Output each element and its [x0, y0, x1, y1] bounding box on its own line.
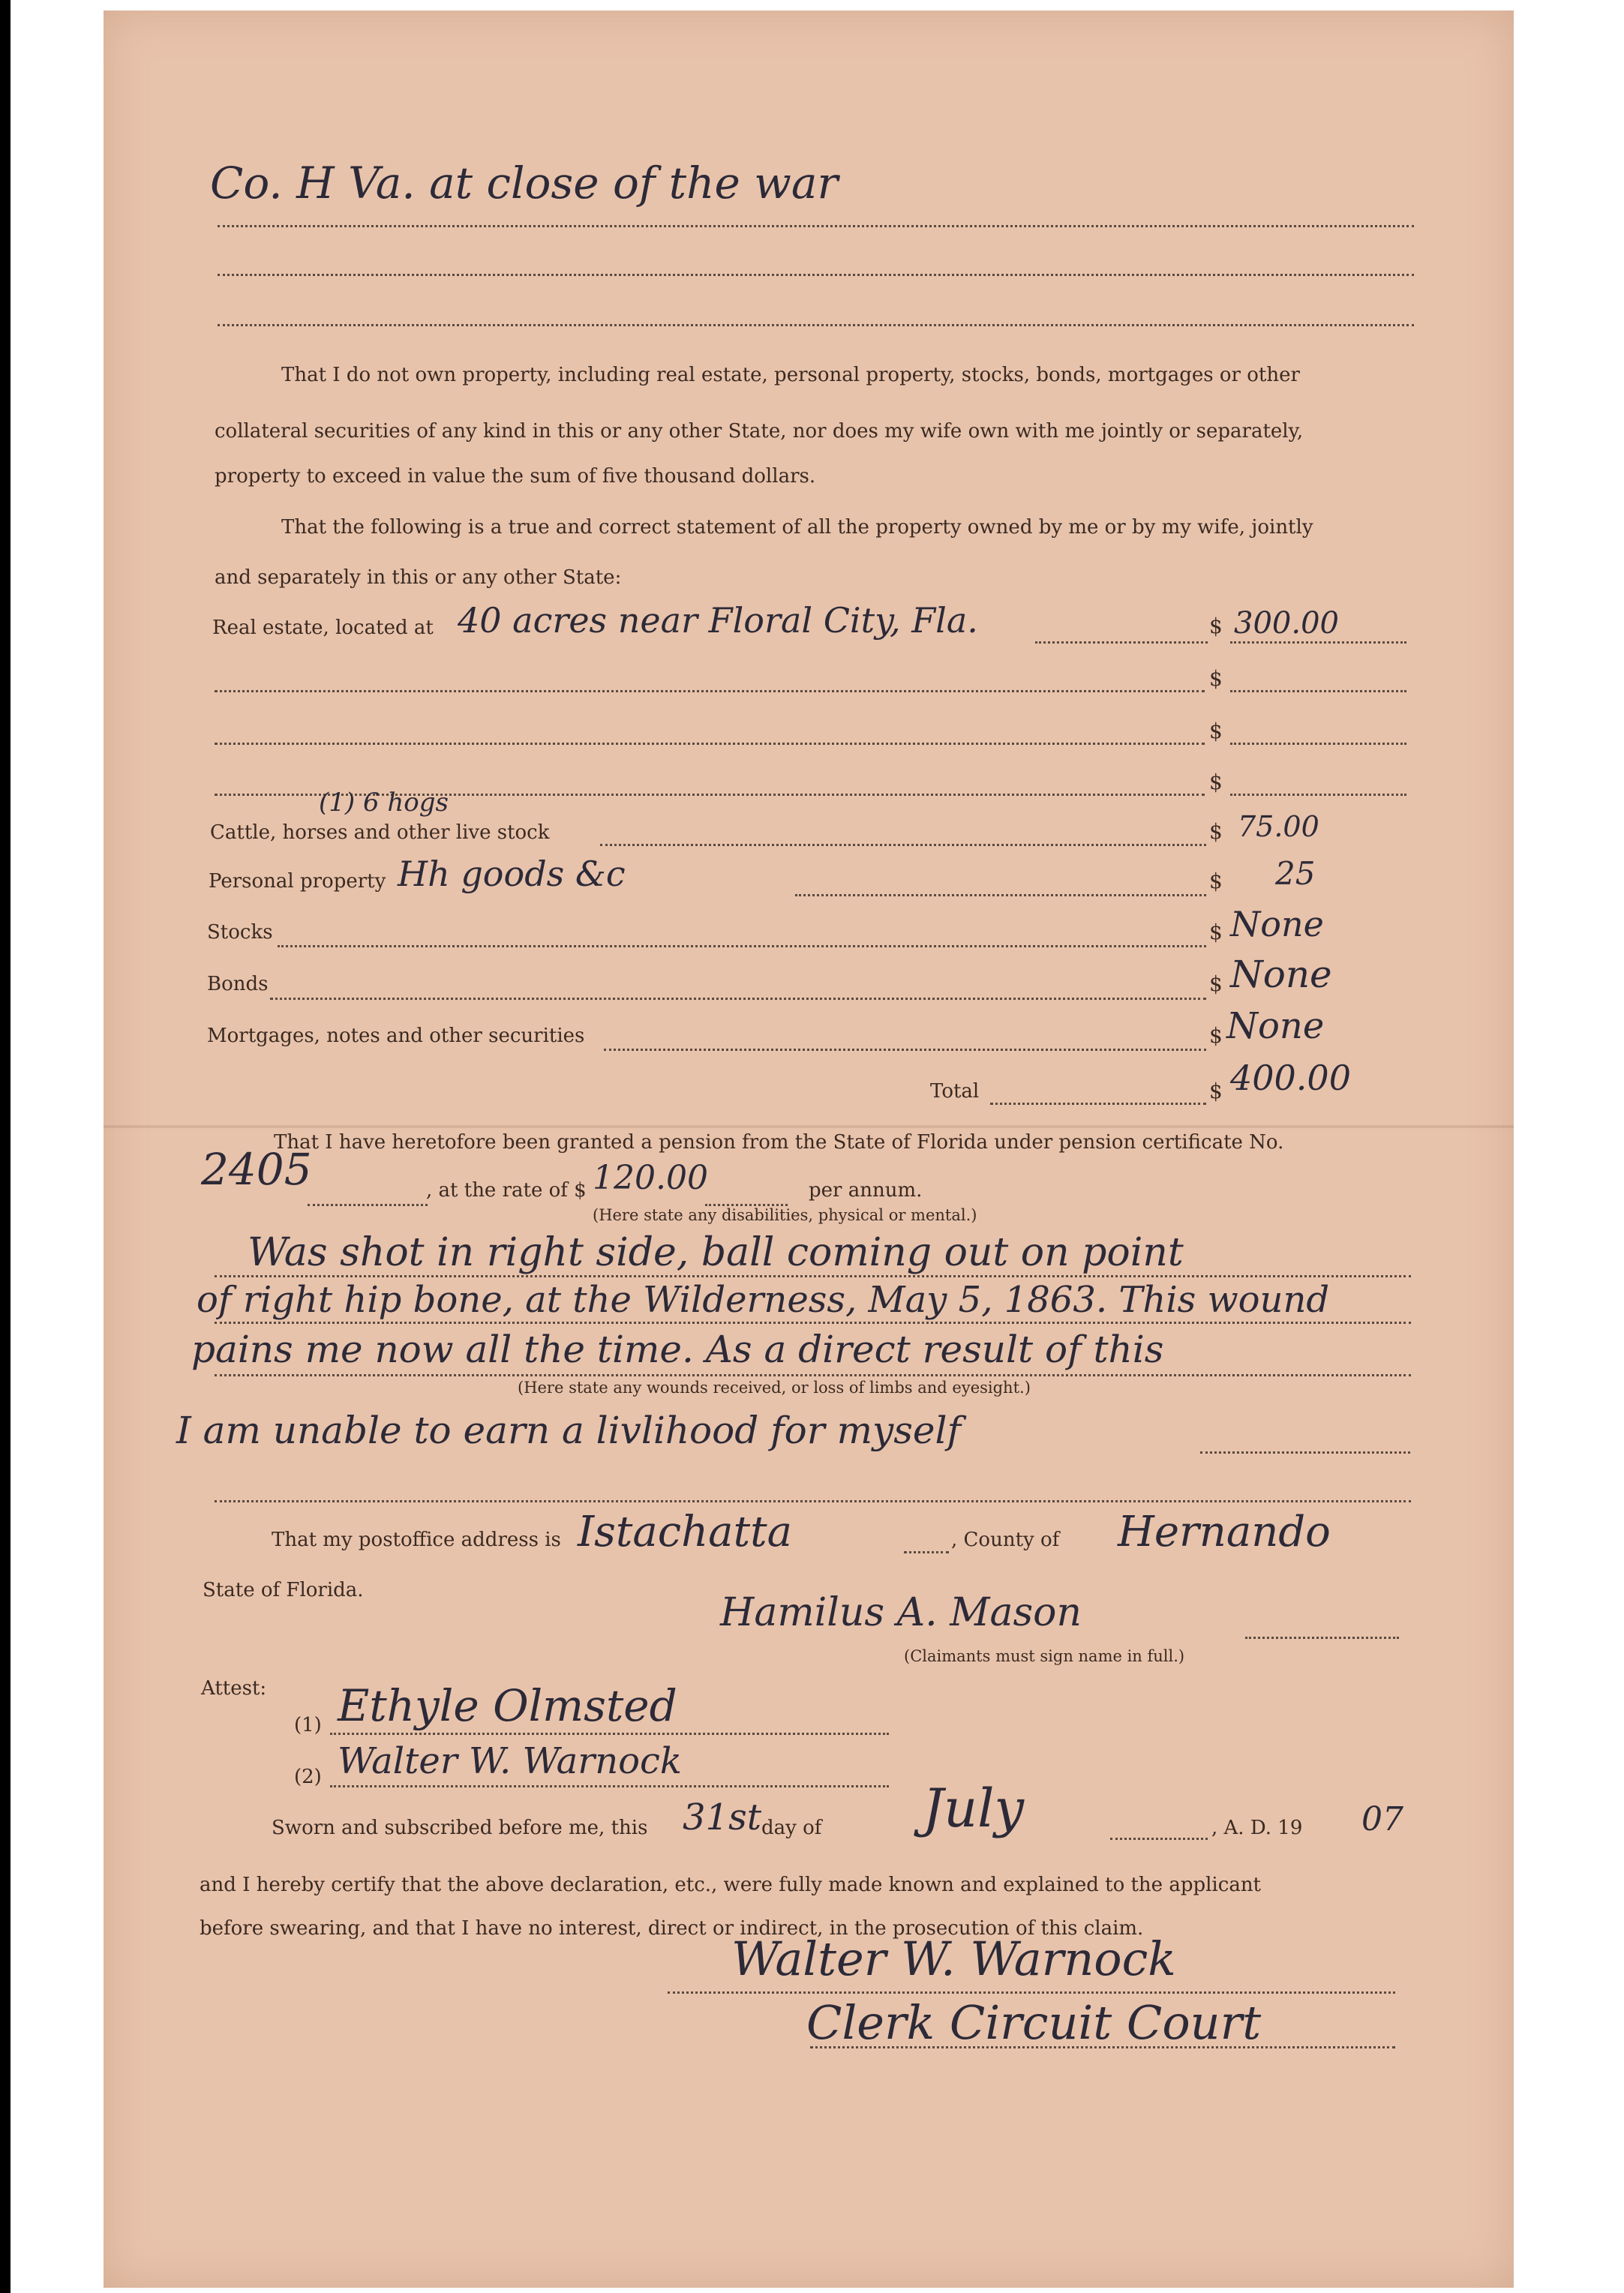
mortgages-label: Mortgages, notes and other securities [207, 1025, 585, 1047]
postoffice-label: That my postoffice address is [272, 1529, 561, 1551]
personal-property-label: Personal property [209, 870, 386, 893]
sworn-day-handwriting: 31st [683, 1796, 761, 1838]
scan-border [0, 0, 11, 2293]
dotted-line [990, 1103, 1206, 1105]
livestock-label: Cattle, horses and other live stock [210, 821, 550, 844]
fold-line [104, 1125, 1514, 1128]
para2-line2: and separately in this or any other State: [215, 566, 622, 589]
attest-label: Attest: [201, 1677, 267, 1700]
dotted-line [904, 1551, 949, 1553]
attest1-signature-handwriting: Ethyle Olmsted [338, 1680, 677, 1731]
stocks-value-handwriting: None [1230, 904, 1324, 944]
state-label: State of Florida. [203, 1579, 364, 1601]
signature-caption: (Claimants must sign name in full.) [904, 1647, 1185, 1665]
dotted-line [278, 945, 1206, 947]
dollar-sign: $ [1209, 920, 1223, 944]
wounds-caption: (Here state any wounds received, or loss of limbs and eyesight.) [518, 1379, 1031, 1397]
dotted-line [215, 690, 1205, 692]
dotted-line [218, 324, 1414, 326]
dotted-line [795, 894, 1206, 896]
rate-handwriting: 120.00 [593, 1159, 708, 1197]
dotted-line [1230, 743, 1406, 745]
dotted-line [668, 1991, 1395, 1994]
disability-line3-handwriting: pains me now all the time. As a direct result of this [191, 1328, 1164, 1371]
bonds-label: Bonds [207, 973, 269, 995]
para1-line1: That I do not own property, including real estate, personal property, stocks, bonds, mortgages or other [281, 364, 1300, 386]
pension-line1: That I have heretofore been granted a pension from the State of Florida under pension certificate No. [274, 1131, 1284, 1154]
disability-line1-handwriting: Was shot in right side, ball coming out on point [248, 1230, 1184, 1275]
clerk-signature-handwriting: Walter W. Warnock [731, 1931, 1176, 1986]
dotted-line [600, 844, 1206, 846]
real-estate-label: Real estate, located at [212, 617, 434, 639]
service-line-handwriting: Co. H Va. at close of the war [210, 158, 839, 209]
real-estate-value-handwriting: 300.00 [1234, 606, 1339, 641]
dotted-line [218, 274, 1414, 276]
sworn-prefix: Sworn and subscribed before me, this [272, 1817, 648, 1839]
sworn-day-of: day of [761, 1817, 822, 1839]
dotted-line [215, 1500, 1411, 1502]
dollar-sign: $ [1209, 1079, 1223, 1103]
dotted-line [218, 225, 1414, 227]
clerk-title-handwriting: Clerk Circuit Court [806, 1995, 1262, 2050]
dollar-sign: $ [1209, 770, 1223, 794]
postoffice-handwriting: Istachatta [578, 1508, 792, 1556]
personal-property-value-handwriting: 25 [1275, 855, 1316, 892]
dotted-line [604, 1049, 1206, 1051]
dollar-sign: $ [1209, 869, 1223, 893]
rate-suffix: per annum. [809, 1179, 923, 1202]
bonds-value-handwriting: None [1230, 953, 1332, 996]
para1-line3: property to exceed in value the sum of five thousand dollars. [215, 465, 816, 488]
dotted-line [215, 743, 1205, 745]
certify-line1: and I hereby certify that the above declaration, etc., were fully made known and explained to the applicant [200, 1874, 1262, 1896]
real-estate-location-handwriting: 40 acres near Floral City, Fla. [458, 600, 978, 641]
disability-line4-handwriting: I am unable to earn a livlihood for myself [176, 1409, 961, 1452]
disabilities-caption: (Here state any disabilities, physical or mental.) [593, 1206, 977, 1224]
dollar-sign: $ [1209, 666, 1223, 691]
dotted-line [270, 998, 1206, 1000]
dotted-line [1200, 1451, 1410, 1454]
livestock-note-handwriting: (1) 6 hogs [319, 788, 449, 818]
total-label: Total [930, 1080, 980, 1103]
dotted-line [1230, 641, 1406, 644]
dotted-line [1245, 1637, 1399, 1639]
total-value-handwriting: 400.00 [1230, 1058, 1351, 1098]
rate-prefix: , at the rate of $ [426, 1179, 587, 1202]
dotted-line [215, 1275, 1411, 1277]
para2-line1: That the following is a true and correct statement of all the property owned by me or by my wife, jointly [281, 516, 1313, 539]
para1-line2: collateral securities of any kind in this or any other State, nor does my wife own with me jointly or separately, [215, 420, 1304, 443]
sworn-year-handwriting: 07 [1361, 1800, 1403, 1838]
mortgages-value-handwriting: None [1226, 1005, 1325, 1047]
dotted-line [1110, 1838, 1208, 1840]
dotted-line [308, 1204, 428, 1206]
dollar-sign: $ [1209, 614, 1223, 638]
attest1-number: (1) [294, 1714, 322, 1736]
livestock-value-handwriting: 75.00 [1238, 810, 1319, 843]
dollar-sign: $ [1209, 719, 1223, 743]
dotted-line [810, 2046, 1395, 2048]
attest2-signature-handwriting: Walter W. Warnock [338, 1740, 682, 1782]
sworn-ad: , A. D. 19 [1211, 1817, 1303, 1839]
county-handwriting: Hernando [1118, 1508, 1331, 1556]
dotted-line [215, 1322, 1411, 1324]
dotted-line [1230, 794, 1406, 796]
dollar-sign: $ [1209, 819, 1223, 844]
dotted-line [330, 1733, 889, 1735]
sworn-month-handwriting: July [923, 1778, 1025, 1839]
disability-line2-handwriting: of right hip bone, at the Wilderness, May 5, 1863. This wound [197, 1279, 1330, 1321]
dotted-line [330, 1785, 889, 1787]
certificate-number-handwriting: 2405 [201, 1144, 312, 1195]
dollar-sign: $ [1209, 971, 1223, 996]
county-label: , County of [951, 1529, 1060, 1551]
dollar-sign: $ [1209, 1023, 1223, 1048]
dotted-line [215, 1374, 1411, 1376]
certify-line2: before swearing, and that I have no interest, direct or indirect, in the prosecution of this claim. [200, 1917, 1144, 1940]
personal-property-handwriting: Hh goods &c [398, 854, 626, 894]
dotted-line [1230, 690, 1406, 692]
claimant-signature-handwriting: Hamilus A. Mason [720, 1590, 1082, 1635]
stocks-label: Stocks [207, 921, 273, 944]
attest2-number: (2) [294, 1766, 322, 1788]
dotted-line [1035, 641, 1208, 644]
